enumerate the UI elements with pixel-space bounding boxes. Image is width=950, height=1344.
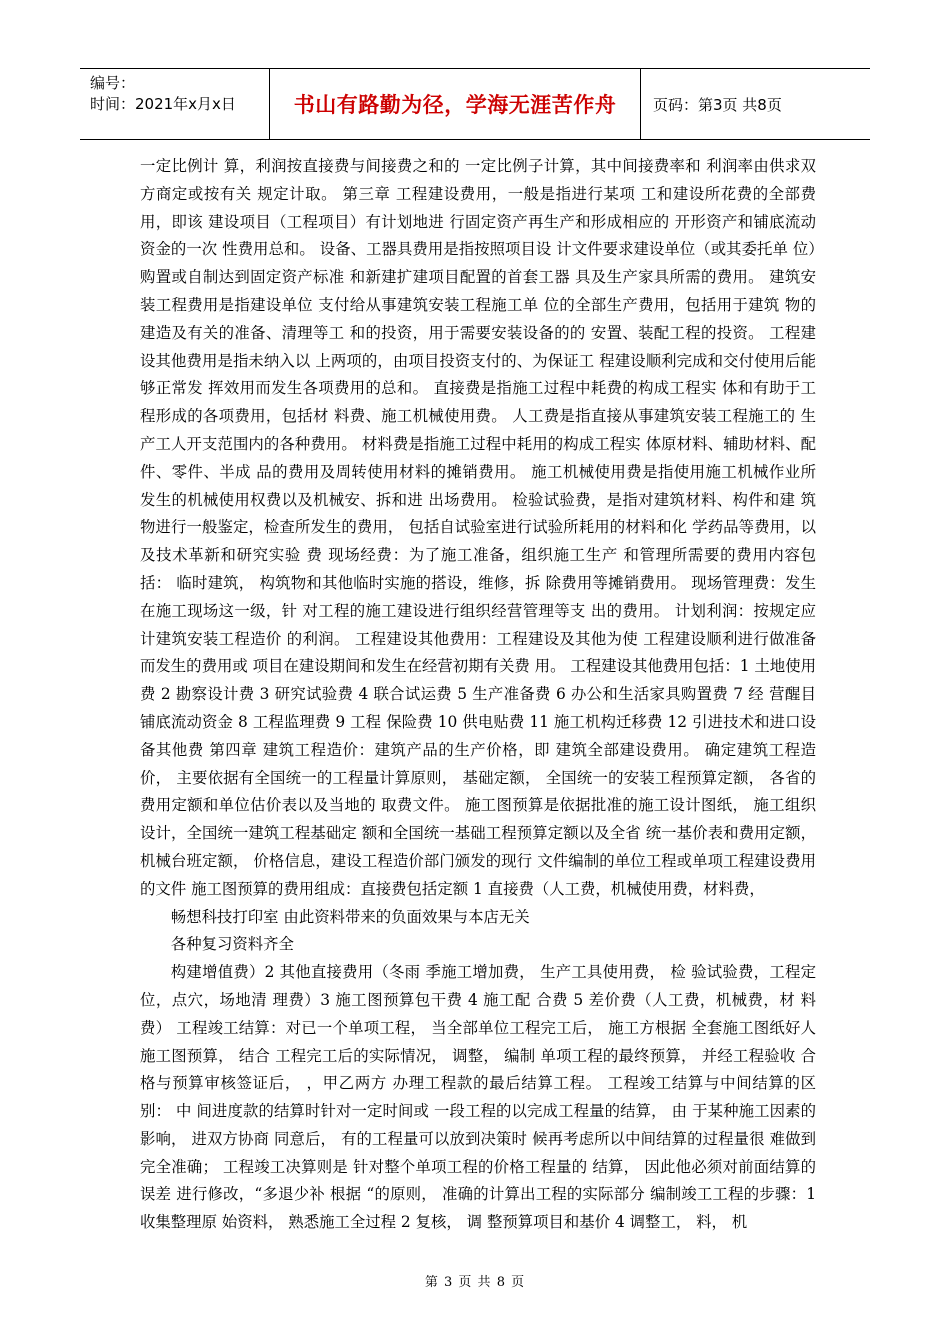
page-footer: 第 3 页 共 8 页 bbox=[424, 1275, 526, 1290]
shop-notice: 畅想科技打印室 由此资料带来的负面效果与本店无关 bbox=[170, 907, 530, 926]
document-body bbox=[140, 153, 816, 1237]
date-line: 时间：2021年x月x日 bbox=[90, 95, 236, 113]
header-page-code: 页码：第3页 共8页 bbox=[653, 95, 782, 114]
header-meta bbox=[80, 69, 270, 139]
page-header bbox=[80, 68, 870, 140]
serial-label: 编号： bbox=[90, 74, 136, 92]
body-paragraph: 构建增值费）2 其他直接费用（冬雨 季施工增加费， 生产工具使用费， 检 验试验费，工程定位，点穴，场地清 理费）3 施工图预算包干费 4 施工配 合费 5 差价费（人工费，机械费，材 料费） 工程竣工结算：对已一个单项工程， 当全部单位工程完工后， 施工方根据 全套施工图纸好人施工图预算， 结合 工程完工后的实际情况， 调整， 编制 单项工程的最终预算， 并经工程验收 合格与预算审核签证后， ，甲乙两方 办理工程款的最后结算工程。 工程竣工结算与中间结算的区别： 中 间进度款的结算时针对一定时间或 一段工程的以完成工程量的结算， 由 于某种施工因素的影响， 进双方协商 同意后， 有的工程量可以放到决策时 候再考虑所以中间结算的过程量很 难做到完全准确； 工程竣工决算则是 针对整个单项工程的价格工程量的 结算， 因此他必须对前面结算的误差 进行修改，“多退少补 根据 “的原则， 准确的计算出工程的实际部分 编制竣工工程的步骤：1 收集整理原 始资料， 熟悉施工全过程 2 复核， 调 整预算项目和基价 4 调整工， 料， 机 bbox=[140, 963, 816, 1232]
header-motto: 书山有路勤为径，学海无涯苦作舟 bbox=[270, 69, 641, 139]
body-paragraph: 一定比例计 算，利润按直接费与间接费之和的 一定比例子计算，其中间接费率和 利润率由供求双方商定或按有关 规定计取。 第三章 工程建设费用，一般是指进行某项 工和建设所花费的全部费用，即该 建设项目（工程项目）有计划地进 行固定资产再生产和形成相应的 开形资产和铺底流动资金的一次 性费用总和。 设备、工器具费用是指按照项目设 计文件要求建设单位（或其委托单 位）购置或自制达到固定资产标准 和新建扩建项目配置的首套工器 具及生产家具所需的费用。 建筑安装工程费用是指建设单位 支付给从事建筑安装工程施工单 位的全部生产费用，包括用于建筑 物的建造及有关的准备、清理等工 和的投资，用于需要安装设备的的 安置、装配工程的投资。 工程建设其他费用是指未纳入以 上两项的，由项目投资支付的、为保证工 程建设顺利完成和交付使用后能够正常发 挥效用而发生各项费用的总和。 直接费是指施工过程中耗费的构成工程实 体和有助于工程形成的各项费用，包括材 料费、施工机械使用费。 人工费是指直接从事建筑安装工程施工的 生产工人开支范围内的各种费用。 材料费是指施工过程中耗用的构成工程实 体原材料、辅助材料、配件、零件、半成 品的费用及周转使用材料的摊销费用。 施工机械使用费是指使用施工机械作业所 发生的机械使用权费以及机械安、拆和进 出场费用。 检验试验费，是指对建筑材料、构件和建 筑物进行一般鉴定，检查所发生的费用， 包括自试验室进行试验所耗用的材料和化 学药品等费用，以及技术革新和研究实验 费 现场经费：为了施工准备，组织施工生产 和管理所需要的费用内容包括： 临时建筑， 构筑物和其他临时实施的搭设，维修，拆 除费用等摊销费用。 现场管理费：发生在施工现场这一级，针 对工程的施工建设进行组织经营管理等支 出的费用。 计划利润：按规定应计建筑安装工程造价 的利润。 工程建设其他费用：工程建设及其他为使 工程建设顺利进行做准备而发生的费用或 项目在建设期间和发生在经营初期有关费 用。 工程建设其他费用包括：1 土地使用费 2 勘察设计费 3 研究试验费 4 联合试运费 5 生产准备费 6 办公和生活家具购置费 7 经 营醒目铺底流动资金 8 工程监理费 9 工程 保险费 10 供电贴费 11 施工机构迁移费 12 引进技术和进口设备其他费 第四章 建筑工程造价：建筑产品的生产价格，即 建筑全部建设费用。 确定建筑工程造价， 主要依据有全国统一的工程量计算原则， 基础定额， 全国统一的安装工程预算定额， 各省的费用定额和单位估价表以及当地的 取费文件。 施工图预算是依据批准的施工设计图纸， 施工组织设计，全国统一建筑工程基础定 额和全国统一基础工程预算定额以及全省 统一基价表和费用定额，机械台班定额， 价格信息，建设工程造价部门颁发的现行 文件编制的单位工程或单项工程建设费用 的文件 施工图预算的费用组成：直接费包括定额 1 直接费（人工费，机械使用费，材料费， bbox=[140, 157, 816, 898]
shop-notice-materials: 各种复习资料齐全 bbox=[170, 935, 294, 954]
